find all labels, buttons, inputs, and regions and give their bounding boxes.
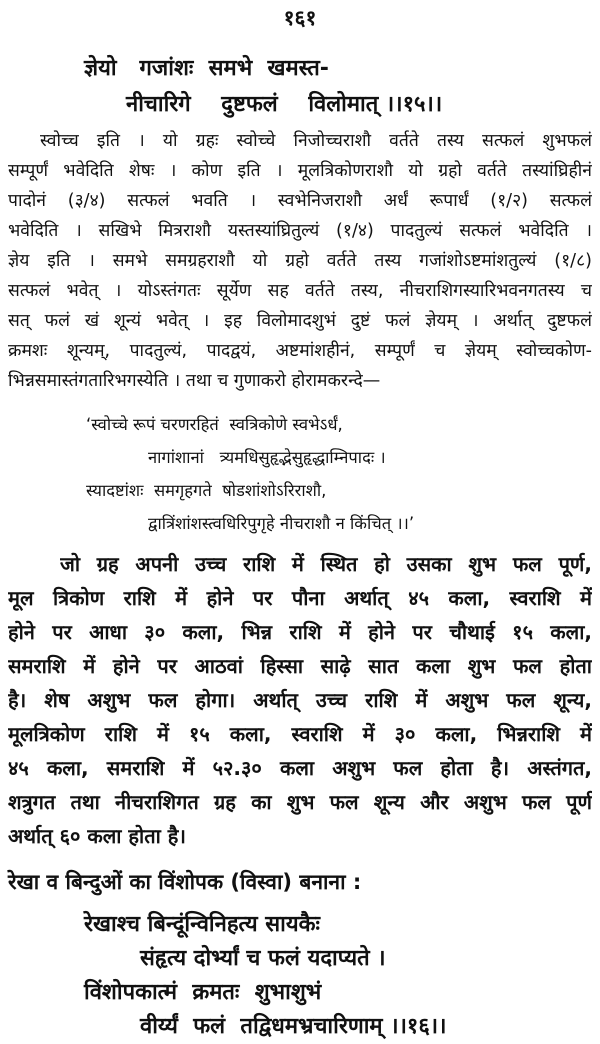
hindi-line: मूलत्रिकोण राशि में १५ कला, स्वराशि में ३० कला, भिन्नराशि में bbox=[8, 722, 592, 746]
verse-16-line-4: वीर्य्यं फलं तद्विधमभ्रचारिणाम् ।।१६।। bbox=[140, 1014, 447, 1039]
commentary-line: ज्ञेय इति । समभे समग्रहराशौ यो ग्रहो वर्तते तस्य गजांशोऽष्टमांशतुल्यं (१/८) bbox=[8, 251, 592, 271]
hindi-line: ४५ कला, समराशि में ५२.३० कला अशुभ फल होता है। अस्तंगत, bbox=[8, 756, 592, 780]
verse-16-line-3: विंशोपकात्मं क्रमतः शुभाशुभं bbox=[84, 980, 322, 1005]
hindi-line: होने पर आधा ३० कला, भिन्न राशि में होने पर चौथाई १५ कला, bbox=[8, 620, 592, 644]
commentary-line: भवेदिति । सखिभे मित्रराशौ यस्तस्यांघ्रितुल्यं (१/४) पादतुल्यं सत्फलं भवेदिति । bbox=[8, 221, 592, 241]
hindi-line: समराशि में होने पर आठवां हिस्सा साढ़े सात कला शुभ फल होता bbox=[8, 654, 592, 678]
commentary-line: सम्पूर्णं भवेदिति शेषः । कोण इति । मूलत्रिकोणराशौ यो ग्रहो वर्तते तस्यांघ्रिहीनं bbox=[8, 161, 592, 181]
commentary-line: सत्फलं भवेत् । योऽस्तंगतः सूर्येण सह वर्तते तस्य, नीचराशिगस्यारिभवनगतस्य च bbox=[8, 281, 592, 301]
commentary-line: सत् फलं खं शून्यं भवेत् । इह विलोमादशुभं दुष्टं फलं ज्ञेयम् । अर्थात् दुष्टफलं bbox=[8, 311, 592, 331]
commentary-line: पादोनं (३/४) सत्फलं भवति । स्वभेनिजराशौ अर्धं रूपार्धं (१/२) सत्फलं bbox=[8, 191, 592, 211]
verse-15-line-2: नीचारिगे दुष्टफलं विलोमात् ।।१५।। bbox=[126, 92, 443, 117]
verse-15-line-1: ज्ञेयो गजांशः समभे खमस्त- bbox=[84, 56, 329, 81]
quote-line-1: ‘स्वोच्चे रूपं चरणरहितं स्वत्रिकोणे स्वभेऽर्धं, bbox=[86, 415, 343, 434]
verse-16-line-1: रेखाश्च बिन्दूंन्विनिहत्य सायकैः bbox=[84, 912, 320, 937]
quote-line-3: स्यादष्टांशः समगृहगते षोडशांशोऽरिराशौ, bbox=[86, 481, 327, 500]
hindi-line: है। शेष अशुभ फल होगा। अर्थात् उच्च राशि में अशुभ फल शून्य, bbox=[8, 688, 592, 712]
verse-16-line-2: संहृत्य दोर्भ्यां च फलं यदाप्यते । bbox=[140, 946, 386, 971]
commentary-line: स्वोच्च इति । यो ग्रहः स्वोच्चे निजोच्चराशौ वर्तते तस्य सत्फलं शुभफलं bbox=[40, 131, 592, 151]
quote-line-2: नागांशानां त्र्यमधिसुहृद्भेसुहृद्धाम्निपादः । bbox=[148, 448, 386, 467]
hindi-line: जो ग्रह अपनी उच्च राशि में स्थित हो उसका शुभ फल पूर्ण, bbox=[60, 552, 592, 576]
quote-line-4: द्वात्रिंशांशस्त्वधिरिपुगृहे नीचराशौ न किंचित् ।।’ bbox=[148, 514, 415, 533]
hindi-line: मूल त्रिकोण राशि में होने पर पौना अर्थात् ४५ कला, स्वराशि में bbox=[8, 586, 592, 610]
section-heading: रेखा व बिन्दुओं का विंशोपक (विस्वा) बनाना : bbox=[8, 870, 362, 894]
hindi-line: अर्थात् ६० कला होता है। bbox=[8, 824, 186, 848]
page-number: १६१ bbox=[283, 6, 317, 30]
commentary-line: क्रमशः शून्यम्, पादतुल्यं, पादद्वयं, अष्टमांशहीनं, सम्पूर्णं च ज्ञेयम् स्वोच्चकोण- bbox=[8, 341, 592, 361]
commentary-line: भिन्नसमास्तंगतारिभगस्येति । तथा च गुणाकरो होरामकरन्दे— bbox=[8, 371, 381, 391]
hindi-line: शत्रुगत तथा नीचराशिगत ग्रह का शुभ फल शून्य और अशुभ फल पूर्ण bbox=[8, 790, 592, 814]
